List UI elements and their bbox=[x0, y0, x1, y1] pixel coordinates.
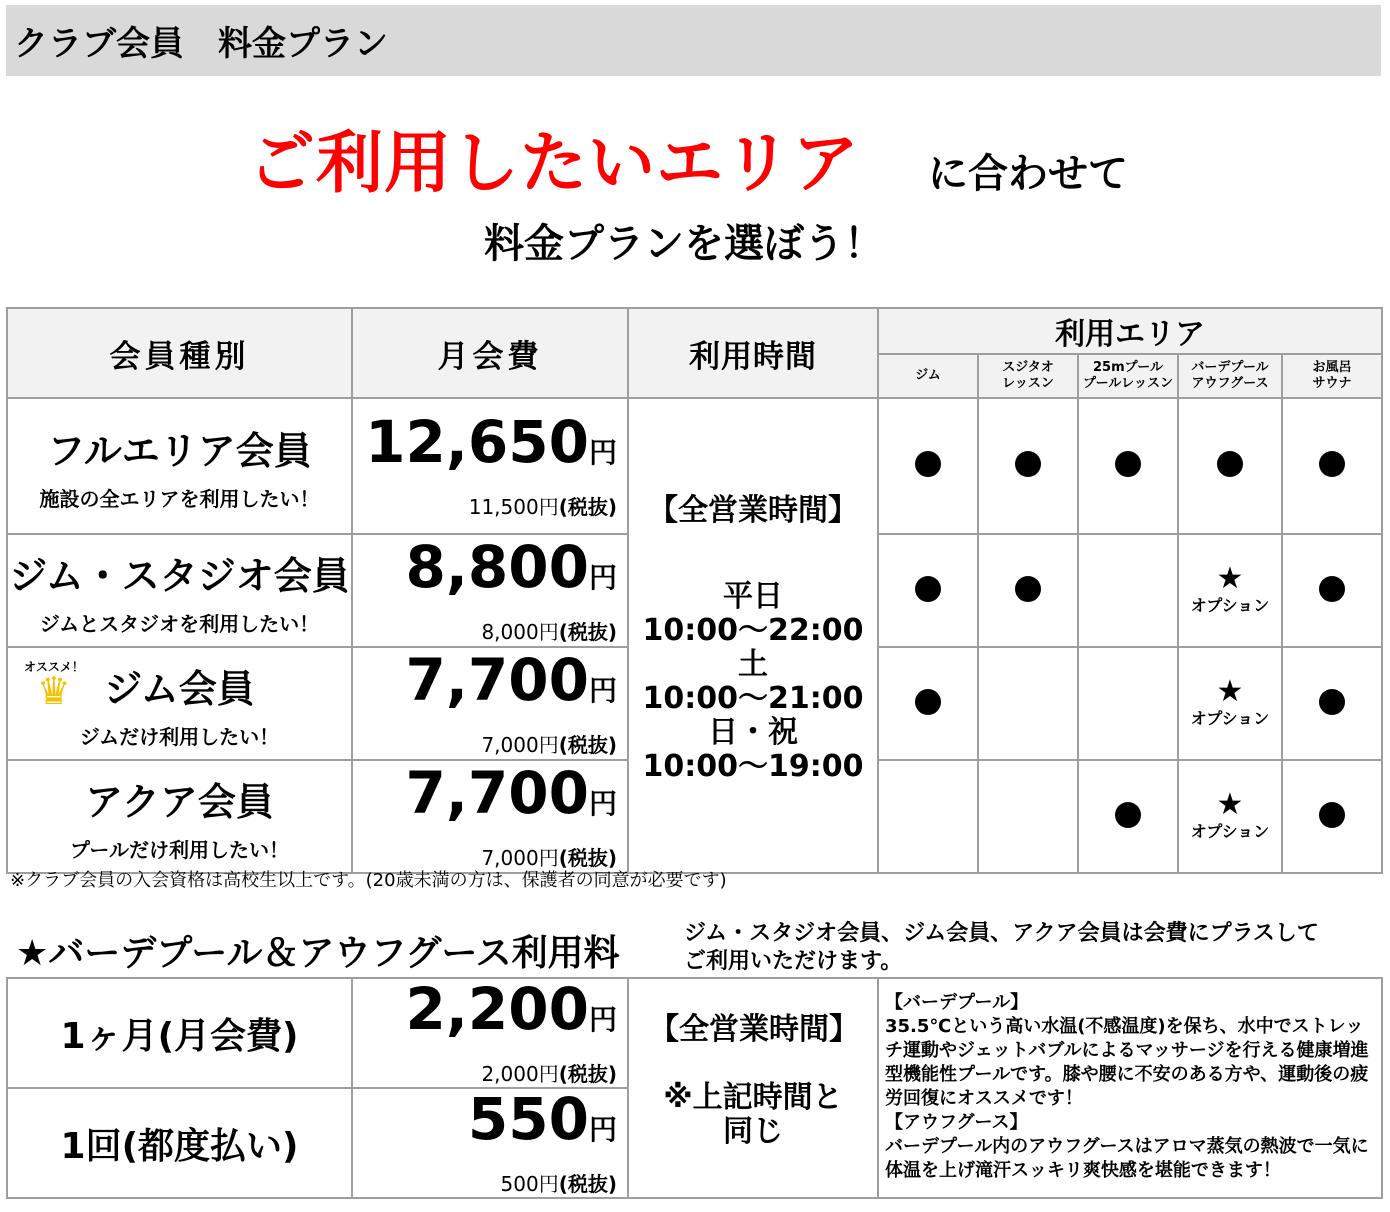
available-dot-icon bbox=[915, 576, 941, 602]
available-dot-icon bbox=[915, 451, 941, 477]
area-mark-cell bbox=[978, 760, 1078, 873]
option-table bbox=[6, 977, 1383, 1199]
header-area-0 bbox=[878, 354, 978, 398]
area-mark-cell bbox=[1178, 398, 1282, 534]
hours-weekday: 10:00～22:00 bbox=[642, 613, 864, 648]
plan-row bbox=[7, 398, 1382, 534]
option-row bbox=[7, 978, 1382, 1088]
option-hours-note: ※上記時間と同じ bbox=[663, 1080, 843, 1149]
price-value: 12,650 bbox=[365, 408, 589, 476]
plan-name: ジム・スタジオ会員 bbox=[9, 553, 350, 598]
area-mark-cell bbox=[1178, 647, 1282, 760]
area-label-line1: 25mプール bbox=[1093, 360, 1163, 375]
area-label-line2: プールレッスン bbox=[1083, 376, 1173, 391]
option-section-title: ★バーデプール＆アウフグース利用料 bbox=[16, 933, 620, 974]
hours-cell bbox=[628, 398, 878, 873]
plan-description: プールだけ利用したい！ bbox=[70, 837, 289, 862]
recommend-badge bbox=[24, 658, 84, 713]
tax-label: (税抜) bbox=[558, 732, 617, 757]
crown-icon: ♛ bbox=[36, 669, 71, 713]
star-icon: ★ bbox=[1216, 674, 1244, 709]
header-area-2 bbox=[1078, 354, 1178, 398]
option-label: オプション bbox=[1190, 709, 1270, 728]
option-label: オプション bbox=[1190, 822, 1270, 841]
tax-label: (税抜) bbox=[558, 619, 617, 644]
hours-holiday-label: 日・祝 bbox=[708, 715, 798, 750]
price-yen: 円 bbox=[588, 1003, 617, 1036]
area-mark-cell bbox=[978, 534, 1078, 647]
option-section-note bbox=[684, 920, 1319, 976]
page-title: クラブ会員 料金プラン bbox=[14, 24, 388, 64]
tax-price-value: 2,000円 bbox=[481, 1062, 559, 1086]
option-hours-block bbox=[629, 979, 877, 1149]
plan-description: 施設の全エリアを利用したい！ bbox=[39, 487, 320, 511]
option-name: 1回(都度払い) bbox=[7, 1088, 352, 1198]
option-description-line: 【アウフグース】 bbox=[885, 1112, 1028, 1133]
option-description-cell bbox=[878, 978, 1382, 1198]
plan-name: ジム会員 bbox=[104, 666, 255, 711]
available-dot-icon bbox=[1217, 451, 1243, 477]
price-value: 7,700 bbox=[405, 645, 589, 714]
option-price bbox=[353, 1085, 617, 1160]
price-yen: 円 bbox=[588, 436, 617, 469]
area-mark-cell bbox=[1078, 760, 1178, 873]
plan-price bbox=[353, 408, 617, 483]
header-area: 利用エリア bbox=[878, 308, 1382, 354]
option-price bbox=[353, 975, 617, 1050]
plan-price bbox=[353, 758, 617, 834]
area-mark-cell bbox=[878, 398, 978, 534]
area-mark-cell bbox=[1078, 534, 1178, 647]
hours-weekday-label: 平日 bbox=[723, 579, 783, 614]
price-yen: 円 bbox=[588, 673, 617, 707]
tax-label: (税抜) bbox=[558, 845, 617, 870]
option-note-line-1: ジム・スタジオ会員、ジム会員、アクア会員は会費にプラスして bbox=[684, 921, 1319, 946]
available-dot-icon bbox=[1319, 451, 1345, 477]
option-label: オプション bbox=[1190, 596, 1270, 615]
plan-name-cell bbox=[7, 760, 352, 873]
tax-excluded-price bbox=[353, 1058, 617, 1087]
tax-label: (税抜) bbox=[558, 495, 617, 519]
tax-label: (税抜) bbox=[558, 1172, 617, 1196]
price-yen: 円 bbox=[588, 560, 617, 594]
hero-headline-black: に合わせて bbox=[928, 151, 1128, 197]
available-dot-icon bbox=[1115, 802, 1141, 828]
area-mark-cell bbox=[878, 647, 978, 760]
plan-name: フルエリア会員 bbox=[47, 429, 312, 473]
area-mark-cell bbox=[1282, 534, 1382, 647]
tax-excluded-price bbox=[353, 729, 617, 758]
area-mark-cell bbox=[1178, 760, 1282, 873]
area-mark-cell bbox=[878, 760, 978, 873]
available-dot-icon bbox=[1015, 451, 1041, 477]
hero-headline-red: ご利用したいエリア bbox=[248, 124, 860, 202]
option-description-line: バーデプール内のアウフグースはアロマ蒸気の熱波で一気に体温を上げ滝汗スッキリ爽快感を堪能できます！ bbox=[885, 1136, 1369, 1181]
hours-block bbox=[629, 399, 877, 784]
header-area-1 bbox=[978, 354, 1078, 398]
area-mark-cell bbox=[1078, 647, 1178, 760]
option-note-line-2: ご利用いただけます。 bbox=[684, 949, 903, 974]
option-fee-cell bbox=[352, 975, 628, 1088]
price-value: 7,700 bbox=[405, 758, 589, 827]
star-icon: ★ bbox=[1216, 787, 1244, 822]
available-dot-icon bbox=[915, 689, 941, 715]
membership-note: ※クラブ会員の入会資格は高校生以上です。(20歳未満の方は、保護者の同意が必要です) bbox=[10, 870, 727, 891]
plan-price bbox=[353, 645, 617, 721]
plan-fee-cell bbox=[352, 534, 628, 647]
area-mark-cell bbox=[1178, 534, 1282, 647]
price-yen: 円 bbox=[588, 786, 617, 820]
option-description-line: 【バーデプール】 bbox=[885, 992, 1029, 1013]
available-dot-icon bbox=[1319, 689, 1345, 715]
plan-fee-cell bbox=[352, 760, 628, 873]
header-monthly-fee: 月会費 bbox=[352, 308, 628, 398]
price-value: 550 bbox=[467, 1085, 589, 1153]
plan-description: ジムとスタジオを利用したい！ bbox=[39, 611, 320, 636]
plan-fee-cell bbox=[352, 398, 628, 534]
available-dot-icon bbox=[1319, 576, 1345, 602]
area-label-line2: レッスン bbox=[1002, 376, 1054, 391]
plan-table bbox=[6, 307, 1383, 874]
tax-excluded-price bbox=[353, 491, 617, 520]
hours-sat: 10:00～21:00 bbox=[642, 681, 864, 716]
area-mark-cell bbox=[1282, 647, 1382, 760]
area-mark-cell bbox=[1282, 760, 1382, 873]
plan-name-cell bbox=[7, 398, 352, 534]
header-area-3 bbox=[1178, 354, 1282, 398]
header-member-type: 会員種別 bbox=[7, 308, 352, 398]
area-mark-cell bbox=[1078, 398, 1178, 534]
plan-name: アクア会員 bbox=[85, 779, 274, 824]
area-mark-cell bbox=[978, 398, 1078, 534]
tax-excluded-price bbox=[353, 1168, 617, 1197]
tax-price-value: 8,000円 bbox=[481, 619, 559, 644]
option-hours-title: 【全営業時間】 bbox=[649, 1012, 859, 1047]
option-fee-cell bbox=[352, 1085, 628, 1198]
area-label-line1: ジム bbox=[915, 368, 941, 383]
available-dot-icon bbox=[1319, 802, 1345, 828]
option-hours-cell bbox=[628, 978, 878, 1198]
tax-price-value: 500円 bbox=[500, 1172, 559, 1196]
hours-holiday: 10:00～19:00 bbox=[642, 749, 864, 784]
header-area-4 bbox=[1282, 354, 1382, 398]
plan-name-cell bbox=[7, 647, 352, 760]
tax-price-value: 7,000円 bbox=[481, 845, 559, 870]
tax-label: (税抜) bbox=[558, 1062, 617, 1086]
area-label-line2: アウフグース bbox=[1191, 376, 1269, 391]
area-label-line1: バーデプール bbox=[1191, 360, 1269, 375]
area-mark-cell bbox=[878, 534, 978, 647]
hero-subheadline: 料金プランを選ぼう！ bbox=[484, 221, 884, 267]
area-mark-cell bbox=[1282, 398, 1382, 534]
price-value: 2,200 bbox=[405, 975, 589, 1043]
area-label-line2: サウナ bbox=[1312, 376, 1352, 391]
available-dot-icon bbox=[1015, 576, 1041, 602]
plan-name-cell bbox=[7, 534, 352, 647]
tax-excluded-price bbox=[353, 616, 617, 645]
header-hours: 利用時間 bbox=[628, 308, 878, 398]
star-icon: ★ bbox=[1216, 561, 1244, 596]
option-name: 1ヶ月(月会費) bbox=[7, 978, 352, 1088]
hours-sat-label: 土 bbox=[738, 647, 768, 682]
area-label-line1: スジタオ bbox=[1002, 360, 1054, 375]
area-mark-cell bbox=[978, 647, 1078, 760]
hours-title: 【全営業時間】 bbox=[648, 493, 858, 528]
plan-fee-cell bbox=[352, 647, 628, 760]
price-yen: 円 bbox=[588, 1113, 617, 1146]
recommend-text: オススメ！ bbox=[24, 660, 84, 674]
option-description-line: 35.5℃という高い水温(不感温度)を保ち、水中でストレッチ運動やジェットバブルによるマッサージを行える健康増進型機能性プールです。膝や腰に不安のある方や、運動後の疲労回復にオススメです！ bbox=[885, 1016, 1369, 1109]
plan-description: ジムだけ利用したい！ bbox=[79, 724, 280, 749]
tax-price-value: 11,500円 bbox=[468, 495, 559, 519]
price-value: 8,800 bbox=[405, 532, 589, 601]
available-dot-icon bbox=[1115, 451, 1141, 477]
plan-price bbox=[353, 532, 617, 608]
tax-price-value: 7,000円 bbox=[481, 732, 559, 757]
area-label-line1: お風呂 bbox=[1312, 360, 1352, 375]
